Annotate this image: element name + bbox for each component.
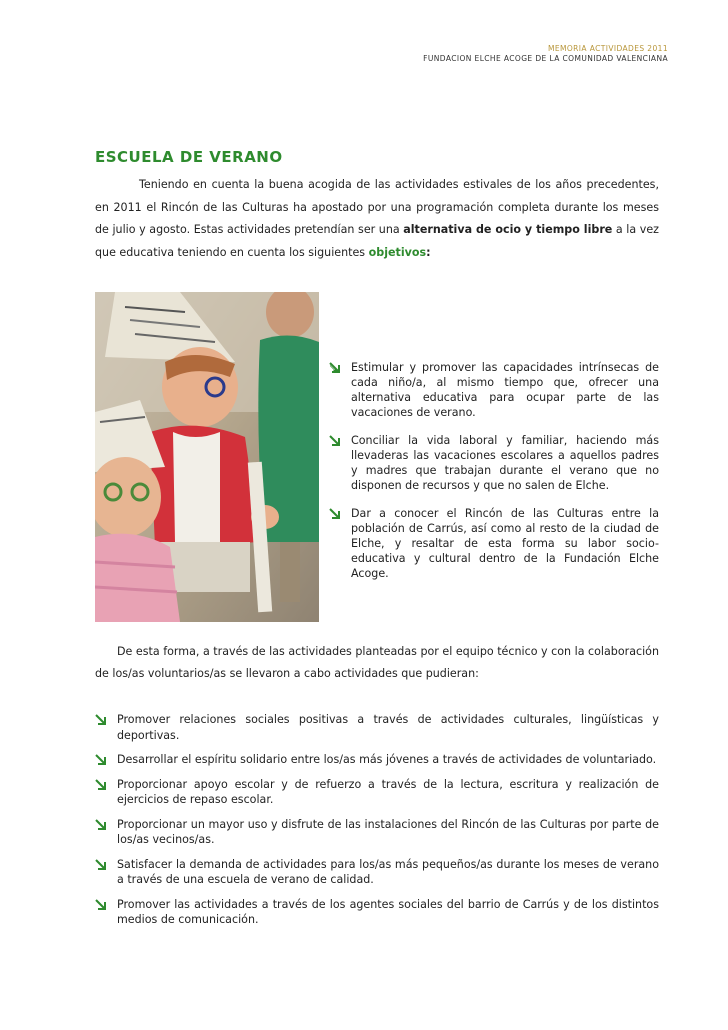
activity-text: Proporcionar apoyo escolar y de refuerzo a través de la lectura, escritura y realización de ejercicios de repaso escolar. (117, 777, 659, 806)
activity-text: Promover las actividades a través de los agentes sociales del barrio de Carrús y de los distintos medios de comunicación. (117, 897, 659, 926)
activities-list (95, 712, 659, 937)
intro-text-2: a la vez que educativa teniendo en cuenta los siguientes (95, 223, 659, 259)
activity-item (95, 712, 659, 743)
activity-item (95, 752, 659, 768)
header-line-1: MEMORIA ACTIVIDADES 2011 (547, 44, 668, 53)
arrow-down-right-icon (95, 714, 106, 725)
arrow-down-right-icon (329, 435, 340, 446)
arrow-down-right-icon (95, 819, 106, 830)
objective-text: Estimular y promover las capacidades intrínsecas de cada niño/a, al mismo tiempo que, ofrecer una alternativa educativa para ocupar parte de las vacaciones de verano. (351, 361, 659, 419)
intro-bold-phrase: alternativa de ocio y tiempo libre (403, 223, 613, 236)
objetivos-keyword: objetivos (368, 245, 427, 259)
arrow-down-right-icon (329, 508, 340, 519)
arrow-down-right-icon (95, 899, 106, 910)
activity-text: Satisfacer la demanda de actividades para los/as más pequeños/as durante los meses de verano a través de una escuela de verano de calidad. (117, 857, 659, 886)
children-photo (95, 292, 319, 622)
arrow-down-right-icon (95, 779, 106, 790)
objective-text: Dar a conocer el Rincón de las Culturas entre la población de Carrús, así como al resto de la ciudad de Elche, y resaltar de esta forma su labor socio-educativa y cultural dentro de la Fundación Elche Acoge. (351, 507, 659, 580)
activity-item (95, 817, 659, 848)
activity-text: Desarrollar el espíritu solidario entre los/as más jóvenes a través de actividades de voluntariado. (117, 753, 657, 766)
objectives-list (327, 360, 659, 594)
activity-item (95, 857, 659, 888)
arrow-down-right-icon (95, 754, 106, 765)
arrow-down-right-icon (95, 859, 106, 870)
objective-item (327, 433, 659, 493)
activities-intro-paragraph (95, 641, 659, 685)
activity-text: Proporcionar un mayor uso y disfrute de las instalaciones del Rincón de las Culturas por parte de los/as vecinos/as. (117, 817, 659, 846)
section-title: ESCUELA DE VERANO (95, 148, 283, 166)
activity-item (95, 897, 659, 928)
header-line-2: FUNDACION ELCHE ACOGE DE LA COMUNIDAD VALENCIANA (423, 54, 668, 63)
arrow-down-right-icon (329, 362, 340, 373)
objective-item (327, 506, 659, 581)
activity-item (95, 777, 659, 808)
intro-paragraph (95, 174, 659, 264)
intro-text-1: Teniendo en cuenta la buena acogida de las actividades estivales de los años precedentes, en 2011 el Rincón de las Culturas ha apostado por una programación completa durante los meses de julio y agosto. Estas actividades pretendían ser una (95, 178, 659, 236)
activity-text: Promover relaciones sociales positivas a través de actividades culturales, lingüísticas y deportivas. (117, 713, 659, 742)
objective-item (327, 360, 659, 420)
objective-text: Conciliar la vida laboral y familiar, haciendo más llevaderas las vacaciones escolares a aquellos padres y madres que trabajan durante el verano que no disponen de recursos y que no salen de Elche. (351, 434, 659, 492)
activities-intro-text: De esta forma, a través de las actividades planteadas por el equipo técnico y con la colaboración de los/as voluntarios/as se llevaron a cabo actividades que pudieran: (95, 645, 659, 680)
intro-colon: : (426, 245, 431, 259)
